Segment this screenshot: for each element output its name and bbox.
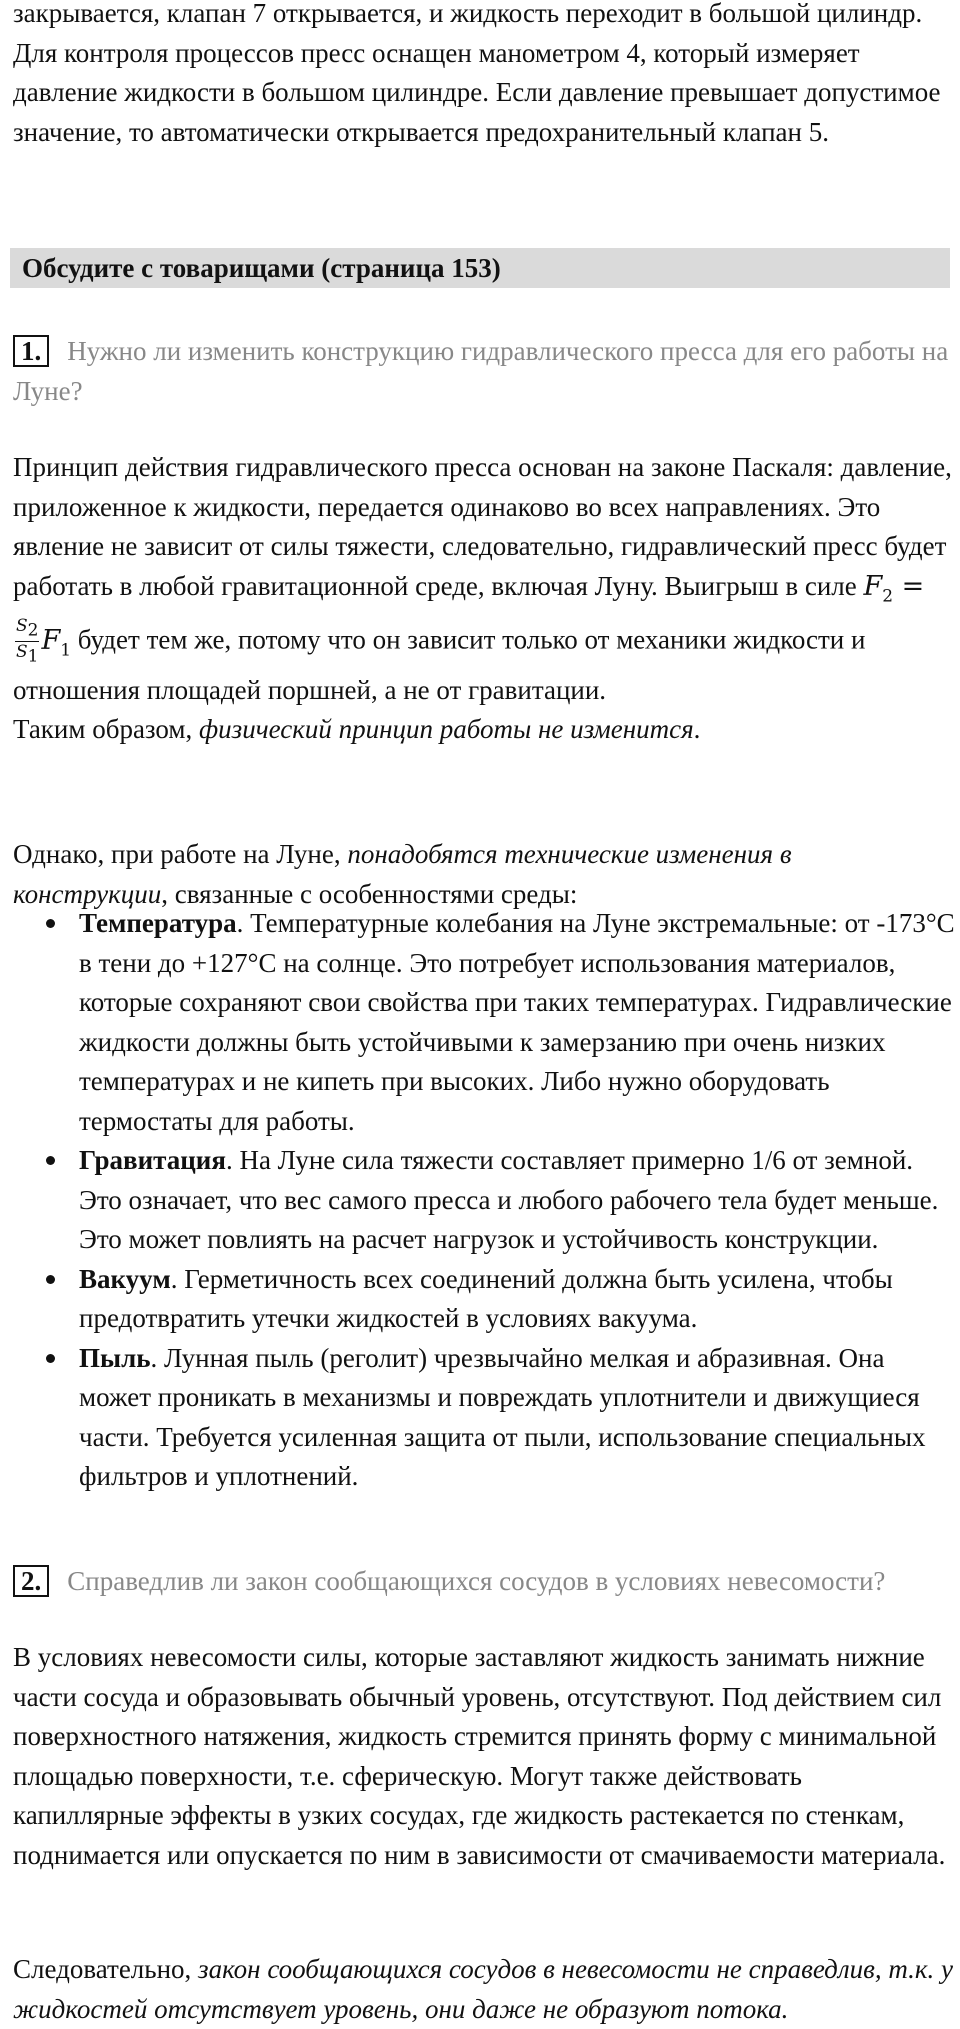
question-1: [13, 332, 953, 411]
fraction-numerator: $S_2$: [16, 616, 39, 641]
list-item-term: Вакуум: [79, 1263, 171, 1294]
list-item: [50, 1339, 955, 1497]
intro-line-1: закрывается, клапан 7 открывается, и жидкость переходит в большой цилиндр.: [13, 0, 923, 28]
conclusion-italic: физический принцип работы не изменится: [199, 714, 694, 745]
formula-symbol: F: [863, 570, 883, 602]
intro-paragraph: [13, 0, 953, 152]
question-number-badge: 2.: [13, 1565, 49, 1597]
question-text: Нужно ли изменить конструкцию гидравлического пресса для его работы на Луне?: [13, 336, 949, 406]
list-item: [50, 1141, 955, 1260]
list-item: [50, 904, 955, 1141]
changes-list: [50, 904, 955, 1497]
answer-2-conclusion: [13, 1950, 953, 2029]
section-header: [10, 248, 950, 288]
list-item: [50, 1260, 955, 1339]
answer-text: Принцип действия гидравлического пресса основан на законе Паскаля: давление, приложенное к жидкости, передается одинаково во всех направлениях. Это явление не зависит от силы тяжести, следовательно, гидравлический пресс будет работать в любой гравитационной среде, включая Луну. Выигрыш в силе: [13, 452, 952, 601]
list-item-text: . Герметичность всех соединений должна быть усилена, чтобы предотвратить утечки жидкостей в условиях вакуума.: [79, 1263, 893, 1333]
list-item-term: Температура: [79, 908, 237, 938]
list-item-text: . На Луне сила тяжести составляет примерно 1/6 от земной. Это означает, что вес самого пресса и любого рабочего тела будет меньше. Это может повлиять на расчет нагрузок и устойчивость конструкции.: [79, 1145, 939, 1254]
answer-text: будет тем же, потому что он зависит только от механики жидкости и отношения площадей поршней, а не от гравитации.: [13, 624, 866, 705]
answer-text: В условиях невесомости силы, которые заставляют жидкость занимать нижние части сосуда и образовывать обычный уровень, отсутствуют. Под действием сил поверхностного натяжения, жидкость стремится принять форму с минимальной площадью поверхности, т.е. сферическую. Могут также действовать капиллярные эффекты в узких сосудах, где жидкость растекается по стенкам, поднимается или опускается по ним в зависимости от смачиваемости материала.: [13, 1642, 946, 1870]
list-item-term: Гравитация: [79, 1145, 226, 1175]
question-text: Справедлив ли закон сообщающихся сосудов в условиях невесомости?: [67, 1566, 886, 1596]
changes-intro-text: Однако, при работе на Луне,: [13, 839, 341, 869]
area-ratio-fraction: [15, 616, 39, 666]
question-2: [13, 1562, 953, 1602]
list-item-text: . Лунная пыль (реголит) чрезвычайно мелкая и абразивная. Она может проникать в механизмы и повреждать уплотнители и движущиеся части. Требуется усиленная защита от пыли, использование специальных фильтров и уплотнений.: [79, 1342, 926, 1491]
formula-subscript: 2: [882, 585, 894, 606]
conclusion-text: Следовательно,: [13, 1954, 192, 1984]
changes-intro-tail: , связанные с особенностями среды:: [161, 878, 578, 909]
punctuation: .: [693, 714, 701, 745]
fraction-denominator: $S_1$: [16, 641, 39, 667]
conclusion-text: Таким образом,: [13, 714, 193, 745]
question-number-badge: 1.: [13, 335, 49, 367]
formula-symbol: F: [41, 624, 61, 656]
answer-1-paragraph: [13, 448, 953, 750]
section-title: Обсудите с товарищами (страница 153): [22, 253, 501, 283]
intro-line-2: Для контроля процессов пресс оснащен манометром 4, который измеряет давление жидкости в большом цилиндре. Если давление превышает допустимое значение, то автоматически открывается предохранительный клапан 5.: [13, 37, 941, 147]
conclusion-italic: закон сообщающихся сосудов в невесомости не справедлив, т.к. у жидкостей отсутствует уровень, они даже не образуют потока.: [13, 1954, 954, 2024]
answer-2-paragraph: [13, 1638, 953, 1875]
answer-1-changes-intro: [13, 835, 953, 914]
formula-equals: =: [901, 570, 925, 602]
list-item-term: Пыль: [79, 1342, 151, 1373]
list-item-text: . Температурные колебания на Луне экстремальные: от -173°C в тени до +127°C на солнце. Это потребует использования материалов, которые сохраняют свои свойства при таких температурах. Гидравлические жидкости должны быть устойчивыми к замерзанию при очень низких температурах и не кипеть при высоких. Либо нужно оборудовать термостаты для работы.: [79, 908, 955, 1136]
formula-subscript: 1: [60, 640, 72, 661]
changes-intro-italic: понадобятся технические изменения в конструкции: [13, 839, 792, 909]
